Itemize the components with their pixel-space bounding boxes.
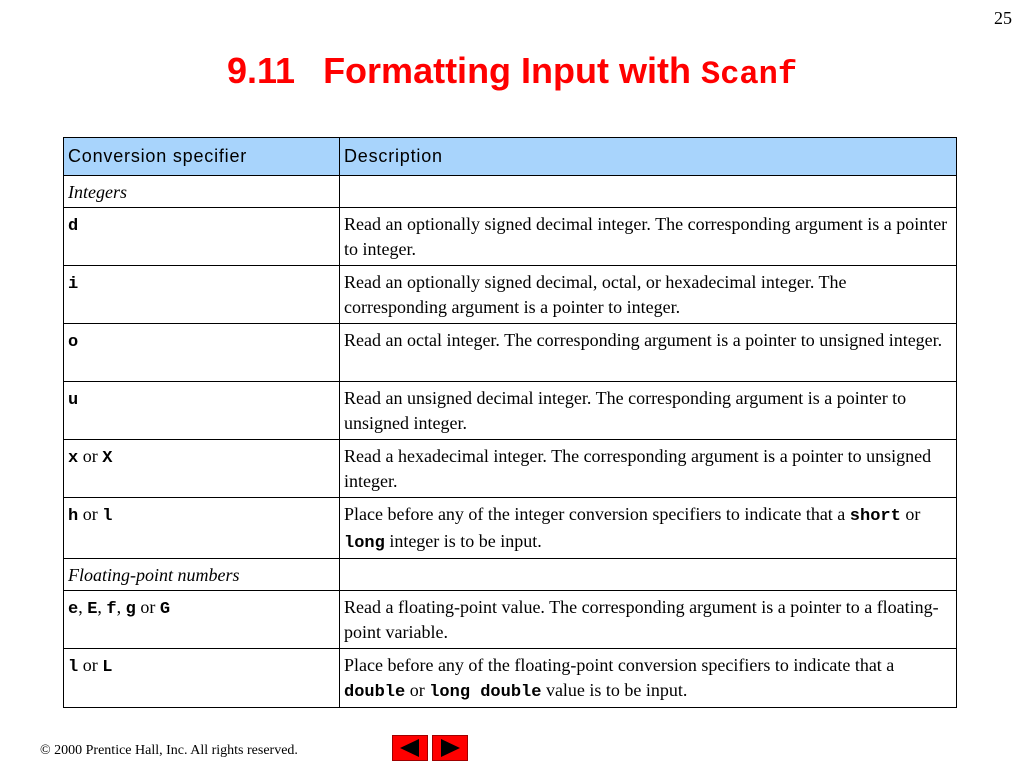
code-token: d	[68, 217, 79, 236]
description-cell	[340, 208, 957, 266]
category-empty-cell	[340, 176, 957, 208]
description-cell	[340, 591, 957, 649]
description-cell	[340, 266, 957, 324]
specifier-cell	[64, 649, 340, 708]
text-fragment: Read an unsigned decimal integer. The corresponding argument is a pointer to unsigned integer.	[344, 388, 907, 433]
conversion-specifier-table	[63, 137, 957, 708]
previous-slide-button[interactable]	[392, 735, 428, 761]
text-fragment: Read a hexadecimal integer. The corresponding argument is a pointer to unsigned integer.	[344, 446, 932, 491]
specifier-cell	[64, 208, 340, 266]
page-number: 25	[994, 8, 1012, 28]
column-header-specifier: Conversion specifier	[64, 138, 340, 176]
text-fragment: Place before any of the integer conversion specifiers to indicate that a	[344, 504, 850, 524]
code-token: g	[125, 600, 136, 619]
text-fragment: ,	[78, 597, 88, 617]
category-label: Floating-point numbers	[64, 559, 340, 591]
code-token: e	[68, 600, 79, 619]
table-row	[64, 208, 957, 266]
text-fragment: Read an optionally signed decimal integer. The corresponding argument is a pointer to integer.	[344, 214, 948, 259]
text-fragment: value is to be input.	[541, 680, 688, 700]
specifier-cell	[64, 440, 340, 498]
description-cell	[340, 440, 957, 498]
specifier-cell	[64, 591, 340, 649]
category-empty-cell	[340, 559, 957, 591]
left-arrow-icon	[393, 736, 427, 760]
text-fragment: Place before any of the floating-point conversion specifiers to indicate that a	[344, 655, 895, 675]
code-token: L	[102, 658, 113, 677]
column-header-description: Description	[340, 138, 957, 176]
table-row	[64, 382, 957, 440]
code-token: G	[159, 600, 171, 619]
table-row	[64, 266, 957, 324]
code-token: f	[106, 600, 117, 619]
text-fragment: or	[78, 446, 103, 466]
specifier-cell	[64, 324, 340, 382]
title-text: Formatting Input with	[323, 50, 701, 91]
description-cell	[340, 649, 957, 708]
copyright-footer: © 2000 Prentice Hall, Inc. All rights reserved.	[40, 743, 298, 758]
text-fragment: ,	[97, 597, 107, 617]
code-token: h	[68, 507, 79, 526]
code-token: double	[344, 683, 406, 702]
description-cell	[340, 498, 957, 559]
text-fragment: Read an octal integer. The corresponding argument is a pointer to unsigned integer.	[344, 330, 943, 350]
code-token: x	[68, 449, 79, 468]
code-token: u	[68, 391, 79, 410]
code-token: long double	[429, 683, 542, 702]
code-token: short	[849, 507, 901, 526]
slide-navigation	[392, 735, 468, 761]
text-fragment: ,	[116, 597, 126, 617]
section-number: 9.11	[226, 50, 296, 91]
table-row	[64, 440, 957, 498]
specifier-cell	[64, 498, 340, 559]
text-fragment: integer is to be input.	[384, 531, 542, 551]
code-token: i	[68, 275, 79, 294]
category-row	[64, 559, 957, 591]
text-fragment: or	[78, 504, 103, 524]
specifier-cell	[64, 382, 340, 440]
description-cell	[340, 382, 957, 440]
code-token: o	[68, 333, 79, 352]
specifier-cell	[64, 266, 340, 324]
code-token: E	[87, 600, 98, 619]
table-row	[64, 591, 957, 649]
table-row	[64, 649, 957, 708]
text-fragment: or	[405, 680, 430, 700]
next-slide-button[interactable]	[432, 735, 468, 761]
category-label: Integers	[64, 176, 340, 208]
code-token: X	[102, 449, 113, 468]
slide-title	[0, 50, 1024, 93]
text-fragment: Read a floating-point value. The corresponding argument is a pointer to a floating-point variable.	[344, 597, 939, 642]
text-fragment: or	[135, 597, 160, 617]
table-row	[64, 498, 957, 559]
description-cell	[340, 324, 957, 382]
table-header-row	[64, 138, 957, 176]
title-code: Scanf	[701, 56, 798, 93]
text-fragment: or	[900, 504, 921, 524]
code-token: l	[68, 658, 79, 677]
right-arrow-icon	[433, 736, 467, 760]
text-fragment: Read an optionally signed decimal, octal, or hexadecimal integer. The corresponding argument is a pointer to integer.	[344, 272, 847, 317]
table-row	[64, 324, 957, 382]
code-token: l	[102, 507, 113, 526]
category-row	[64, 176, 957, 208]
code-token: long	[344, 534, 385, 553]
text-fragment: or	[78, 655, 103, 675]
